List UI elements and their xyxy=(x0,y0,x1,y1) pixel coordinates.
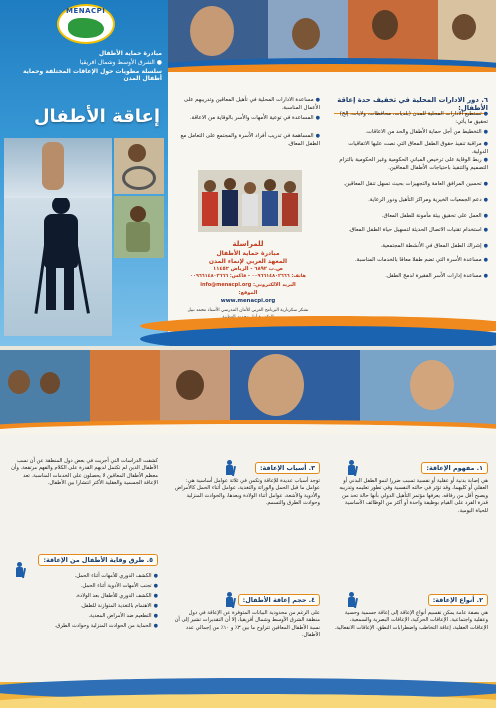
section-body: توجد أسباب عديدة للإعاقة وتكمن في ثلاثة عوامل أساسية هي: عوامل ما قبل الحمل والوراثة والتغذية، عوامل أثناء الحمل كالأمراض والأدوية والأشعة، عوامل أثناء الولادة وبعدها، والحوادث المنزلية وحوادث الطرق والتسمم. xyxy=(174,478,320,507)
section-heading: ٦. دور الادارات المحلية في تخفيف حدة إعاقة الأطفال: xyxy=(334,96,488,114)
list-item: ● مساعدة إدارات الأسر الفقيرة لدمج الطفل. xyxy=(334,272,488,280)
section-heading: ٤. حجم إعاقة الأطفال: xyxy=(238,594,320,606)
list-item: ● تحسين المرافق العامة والتجهيزات بحيث تسهل تنقل المعاقين. xyxy=(334,180,488,188)
list-item: ● مراقبة تنفيذ حقوق الطفل المعاق التي نصت عليها الاتفاقيات الدولية. xyxy=(334,140,488,156)
list-item: ● التطعيم ضد الأمراض المعدية. xyxy=(8,612,158,620)
section-heading: ١. مفهوم الإعاقة: xyxy=(421,462,488,474)
list-item: ● دعم الجمعيات الخيرية ومراكز التأهيل ودور الرعاية. xyxy=(334,196,488,204)
child-silhouette-body xyxy=(44,214,78,268)
column-middle xyxy=(168,350,328,708)
list-item: ● المساعدة في توعية الأمهات والأسر بالوقاية من الاعاقة. xyxy=(174,114,320,122)
list-item: ● مساعدة الادارات المحلية في تأهيل المعاقين وتدريبهم على الأعمال المناسبة. xyxy=(174,96,320,112)
section-body: هي بصفة عامة يمكن تقسيم أنواع الإعاقة إلى إعاقة جسمية وحسية وعقلية واجتماعية. الإعاقات الحركية، الإعاقات البصرية والسمعية، الإعاقات العقلية، إعاقة التخاطب واضطرابات النطق، الإعاقات الانفعالية. xyxy=(334,610,488,631)
section-intro: ● تستطيع الادارات المحلية للمدن (بلديات، محافظات، ولايات، إلخ) تحقيق ما يأتي: xyxy=(334,110,488,126)
child-silhouette-leg xyxy=(46,266,56,310)
contact-phone: هاتف: ٠٠٩٦٦١٤٨٠٢٦٦٦ - فاكس: ٠٠٩٦٦١٤٨٠٢٦٦٦ xyxy=(190,274,306,279)
list-item: ● استخدام تقنيات الاتصال الحديثة لتسهيل حياة الطفل المعاق. xyxy=(334,226,488,234)
section-body: هي إصابة بدنية أو عقلية أو نفسية تسبب ضررا لنمو الطفل البدني أو العقلي أو كليهما، وقد تؤثر في حالته النفسية وفي تطور تعليمه وتدريبه ويصبح أقل من رفاقه. يعرفها مؤتمر التأهيل الدولي بأنها حالة تحد من قدرة الفرد على القيام بوظيفة واحدة أو أكثر من الوظائف الأساسية للحياة اليومية. xyxy=(339,478,488,514)
cover-photo-child xyxy=(114,196,164,258)
org-region: ● الشرق الأوسط وشمال افريقيا xyxy=(79,59,162,66)
child-silhouette-leg xyxy=(64,266,74,310)
contact-site-label: الموقع: xyxy=(238,290,258,296)
section-body: كشفت الدراسات التي أجريت في بعض دول المنطقة عن أن نسب الأطفال الذين لم تكتمل لديهم القدرة على الكلام والفهم مرتفعة. وأن معظم الأطفال المعاقين لا يحصلون على الخدمات المناسبة. تعد الإعاقة الجسمية والعقلية الأكثر انتشارا بين الأطفال. xyxy=(11,458,158,487)
crutch-icon xyxy=(73,234,90,313)
person-photo xyxy=(42,142,64,190)
list-item: ● المساهمة في تدريب أفراد الأسرة والمجتمع على التعامل مع الطفل المعاق. xyxy=(174,132,320,148)
contact-heading: للمراسلة xyxy=(232,240,264,248)
org-logo-text: MENACPI xyxy=(66,7,106,15)
list-item: ● العمل على تحقيق بيئة مأمونة للطفل المعاق. xyxy=(334,212,488,220)
org-name: مبادرة حماية الأطفال xyxy=(98,50,162,57)
section-heading: ٣. أسباب الإعاقة: xyxy=(255,462,320,474)
list-item: ● ربط الوقاية على ترخيص المباني الحكومية وغير الحكومية بالتزام التصميم والتنفيذ باحتياجات الأطفال المعاقين. xyxy=(334,156,488,172)
list-item: ● الكشف الدوري للأمهات أثناء الحمل. xyxy=(8,572,158,580)
list-item: ● تجنب الأمهات الأدوية أثناء الحمل. xyxy=(8,582,158,590)
arab-map-icon xyxy=(68,18,104,38)
contact-institute: المعهد العربي لإنماء المدن xyxy=(208,258,288,265)
contact-org: مبادرة حماية الأطفال xyxy=(216,250,280,257)
decorative-wave xyxy=(140,326,496,346)
list-item: ● إشراك الطفل المعاق في الأنشطة المجتمعية. xyxy=(334,242,488,250)
cover-title: إعاقة الأطفال xyxy=(33,106,160,127)
list-item: ● التخطيط من أجل حماية الأطفال والحد من الاعاقات. xyxy=(334,128,488,136)
section-heading: ٢. أنواع الإعاقة: xyxy=(428,594,488,606)
column-left xyxy=(0,350,168,708)
acknowledgement: نشكر سكرتارية البرنامج العربي للأمان المدرسي الأستاذ محمد نبيل xyxy=(187,308,309,313)
brochure-outer-side xyxy=(0,0,496,346)
cover-photo-wheelchair xyxy=(114,138,164,194)
brochure-inner-side xyxy=(0,350,496,708)
disabled-child-icon xyxy=(224,460,236,476)
cover-panel xyxy=(0,0,168,346)
children-group-photo xyxy=(198,170,302,232)
disabled-child-icon xyxy=(346,592,358,608)
list-item: ● الاهتمام بالتغذية المتوازنة للطفل. xyxy=(8,602,158,610)
decorative-wave xyxy=(0,694,496,708)
section-heading: ٥. طرق وقاية الأطفال من الإعاقة: xyxy=(38,554,158,566)
column-right xyxy=(328,350,496,708)
series-title: سلسلة مطويات حول الإعاقات المختلفة وحماية أطفال المدن xyxy=(23,68,162,82)
wheelchair-icon xyxy=(122,166,156,190)
list-item: ● الحماية من الحوادث المنزلية وحوادث الطرق. xyxy=(8,622,158,630)
child-face-photo xyxy=(190,6,234,56)
list-item: ● مساعدة الأسرة التي تضم طفلا معاقا بالخدمات المناسبة. xyxy=(334,256,488,264)
child-silhouette-head xyxy=(52,196,70,214)
disabled-child-icon xyxy=(224,592,236,608)
contact-email: البريد الالكتروني: info@menacpi.org xyxy=(200,282,296,288)
contact-website: www.menacpi.org xyxy=(220,298,276,304)
list-item: ● الكشف الدوري للأطفال بعد الولادة. xyxy=(8,592,158,600)
section-body: على الرغم من محدودية البيانات المتوفرة عن الإعاقة في دول منطقة الشرق الأوسط وشمال أفريقيا، إلا أن التقديرات تشير إلى أن نسبة الأطفال المعاقين تتراوح ما بين ٣٪ و ١٠٪ من إجمالي عدد الأطفال. xyxy=(174,610,320,639)
contact-po-box: ص.ب ٦٨٩٢ - الرياض ١١٤٥٢ xyxy=(213,266,283,272)
cover-photo-main xyxy=(4,138,112,336)
banner-photo-strip xyxy=(168,0,496,72)
disabled-child-icon xyxy=(346,460,358,476)
